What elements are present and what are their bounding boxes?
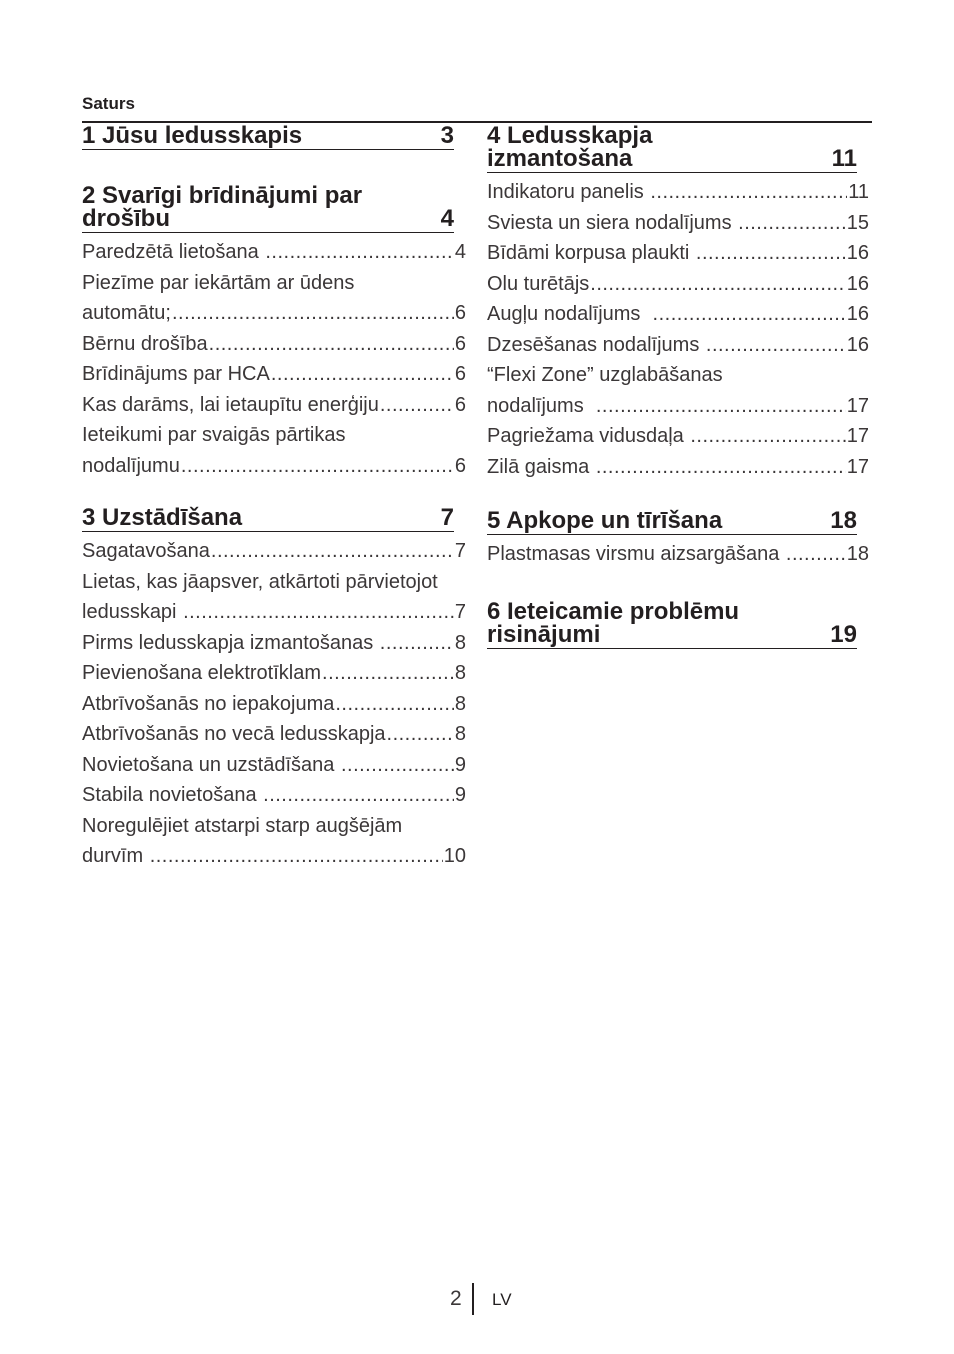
toc-entry-title: Olu turētājs: [487, 272, 590, 295]
toc-entry-title: automātu;: [82, 302, 171, 324]
toc-entry-page: 8: [454, 723, 466, 745]
toc-entry-page: 16: [846, 333, 869, 356]
toc-entry-page: 8: [454, 631, 466, 654]
toc-entry-title: Paredzētā lietošana: [82, 241, 265, 263]
dot-leader: [653, 299, 846, 330]
toc-entry-title: Dzesēšanas nodalījums: [487, 333, 705, 356]
section-heading[interactable]: [487, 509, 857, 535]
toc-entry-page: 9: [454, 784, 466, 806]
dot-leader: [696, 238, 846, 269]
dot-leader: [738, 208, 846, 239]
section-page-number: 3: [440, 122, 454, 149]
section-page-number: 18: [830, 507, 857, 534]
toc-entry[interactable]: [82, 359, 466, 390]
toc-entry[interactable]: [82, 329, 466, 360]
toc-entry-page: 17: [846, 425, 869, 447]
section-heading-title: [82, 124, 429, 147]
toc-entry-title: Novietošana un uzstādīšana: [82, 753, 340, 776]
toc-entry-title: nodalījumu: [82, 454, 180, 477]
section-heading-title: [487, 124, 820, 170]
toc-section: [82, 504, 466, 872]
dot-leader: [650, 177, 847, 208]
toc-entry-first-line[interactable]: Piezīme par iekārtām ar ūdens: [82, 271, 355, 294]
toc-entry[interactable]: [82, 451, 466, 482]
toc-entry-page: 6: [454, 454, 466, 477]
page-number: 2: [450, 1287, 462, 1310]
section-heading-line: 6 Ieteicamie problēmu: [487, 598, 740, 625]
section-heading[interactable]: [487, 124, 857, 173]
toc-entry-page: 8: [454, 662, 466, 684]
dot-leader: [209, 329, 454, 360]
toc-entry-page: 7: [454, 540, 466, 562]
toc-entry-title: ledusskapi: [82, 601, 183, 623]
dot-leader: [706, 330, 846, 361]
toc-entry[interactable]: [82, 658, 466, 689]
toc-entry-list: [82, 237, 466, 481]
toc-entry-title: Plastmasas virsmu aizsargāšana: [487, 543, 785, 565]
section-heading[interactable]: [82, 506, 454, 532]
section-heading-title: [82, 506, 429, 529]
toc-entry[interactable]: [82, 750, 466, 781]
toc-section: [82, 124, 454, 150]
toc-entry-page: 9: [454, 753, 466, 776]
toc-entry-title: Bīdāmi korpusa plaukti: [487, 242, 695, 264]
toc-entry[interactable]: [82, 628, 466, 659]
dot-leader: [183, 597, 454, 628]
toc-entry-page: 6: [454, 393, 466, 416]
dot-leader: [181, 451, 454, 482]
toc-entry-title: Pievienošana elektrotīklam: [82, 662, 322, 684]
toc-entry-list: [487, 177, 869, 482]
toc-entry-page: 17: [846, 394, 869, 417]
dot-leader: [387, 719, 454, 750]
dot-leader: [271, 359, 454, 390]
toc-entry-first-line[interactable]: Lietas, kas jāapsver, atkārtoti pārvietojot: [82, 570, 438, 593]
dot-leader: [596, 391, 846, 422]
dot-leader: [380, 628, 454, 659]
toc-entry-title: Indikatoru panelis: [487, 181, 650, 203]
toc-entry-title: Stabila novietošana: [82, 784, 263, 806]
toc-entry-page: 6: [454, 363, 466, 385]
toc-entry-title: durvīm: [82, 845, 149, 867]
section-heading-line: risinājumi: [487, 621, 601, 648]
section-heading-title: [487, 509, 818, 532]
toc-entry-first-line[interactable]: Ieteikumi par svaigās pārtikas: [82, 424, 346, 446]
dot-leader: [265, 237, 454, 268]
toc-entry-title: Brīdinājums par HCA: [82, 363, 270, 385]
toc-entry[interactable]: [82, 780, 466, 811]
section-heading-line: drošību: [82, 205, 170, 232]
toc-entry[interactable]: [487, 177, 869, 208]
toc-entry-list: [82, 536, 466, 872]
section-heading-line: 2 Svarīgi brīdinājumi par: [82, 182, 363, 209]
toc-entry[interactable]: [82, 689, 466, 720]
toc-entry-title: Atbrīvošanās no vecā ledusskapja: [82, 723, 386, 745]
toc-entry[interactable]: [487, 238, 869, 269]
toc-entry[interactable]: [82, 719, 466, 750]
section-heading[interactable]: [487, 600, 857, 649]
toc-entry-title: Bērnu drošība: [82, 332, 208, 355]
toc-entry-title: Pagriežama vidusdaļa: [487, 425, 690, 447]
dot-leader: [786, 539, 846, 570]
dot-leader: [322, 658, 454, 689]
toc-entry[interactable]: [82, 237, 466, 268]
toc-entry-page: 17: [846, 455, 869, 478]
toc-entry-page: 8: [454, 692, 466, 715]
language-code: LV: [492, 1290, 512, 1309]
toc-entry-first-line[interactable]: “Flexi Zone” uzglabāšanas: [487, 364, 723, 386]
toc-entry-page: 6: [454, 332, 466, 355]
toc-entry[interactable]: [487, 330, 869, 361]
dot-leader: [211, 536, 454, 567]
toc-entry[interactable]: [82, 298, 466, 329]
section-heading[interactable]: [82, 124, 454, 150]
toc-entry[interactable]: [82, 597, 466, 628]
dot-leader: [150, 841, 443, 872]
toc-entry-title: Pirms ledusskapja izmantošanas: [82, 631, 379, 654]
toc-section: [487, 122, 869, 482]
section-page-number: 11: [831, 145, 857, 172]
toc-entry[interactable]: [82, 390, 466, 421]
toc-entry-page: 15: [846, 211, 869, 234]
section-heading-line: 4 Ledusskapja: [487, 122, 653, 149]
toc-entry-title: Atbrīvošanās no iepakojuma: [82, 692, 335, 715]
toc-entry[interactable]: [487, 391, 869, 422]
toc-entry[interactable]: [487, 421, 869, 452]
toc-entry-title: Zilā gaisma: [487, 455, 595, 478]
toc-entry-list: [487, 539, 869, 570]
dot-leader: [263, 780, 454, 811]
toc-section: [487, 600, 857, 649]
dot-leader: [172, 298, 454, 329]
dot-leader: [690, 421, 845, 452]
toc-entry-page: 16: [846, 242, 869, 264]
section-page-number: 4: [440, 205, 454, 232]
section-heading-line: izmantošana: [487, 145, 633, 172]
toc-entry[interactable]: [487, 452, 869, 483]
toc-section: [487, 507, 869, 570]
toc-entry-title: Sagatavošana: [82, 540, 210, 562]
toc-entry[interactable]: [487, 299, 869, 330]
section-heading-title: [487, 600, 818, 646]
dot-leader: [335, 689, 454, 720]
section-heading-line: 5 Apkope un tīrīšana: [487, 507, 723, 534]
toc-entry-first-line[interactable]: Noregulējiet atstarpi starp augšējām: [82, 814, 403, 837]
toc-entry[interactable]: [487, 539, 869, 570]
toc-entry-title: Augļu nodalījums: [487, 303, 652, 325]
toc-entry-page: 16: [846, 303, 869, 325]
section-page-number: 7: [440, 504, 454, 531]
dot-leader: [596, 452, 846, 483]
toc-entry-page: 10: [443, 845, 466, 867]
dot-leader: [341, 750, 454, 781]
dot-leader: [380, 390, 454, 421]
section-heading[interactable]: [82, 184, 454, 233]
toc-entry-title: Kas darāms, lai ietaupītu enerģiju: [82, 393, 379, 416]
toc-entry-page: 4: [454, 241, 466, 263]
toc-entry-title: Sviesta un siera nodalījums: [487, 211, 738, 234]
section-page-number: 19: [830, 621, 857, 648]
section-heading-title: [82, 184, 429, 230]
toc-entry-page: 11: [848, 181, 869, 203]
toc-entry-page: 6: [454, 302, 466, 324]
toc-entry[interactable]: [82, 841, 466, 872]
footer-divider: [472, 1283, 474, 1315]
toc-entry[interactable]: [487, 269, 869, 300]
toc-entry-page: 18: [846, 543, 869, 565]
section-heading-line: 1 Jūsu ledusskapis: [82, 122, 303, 149]
toc-title: Saturs: [82, 94, 135, 113]
toc-entry-title: nodalījums: [487, 394, 595, 417]
dot-leader: [590, 269, 845, 300]
toc-entry[interactable]: [487, 208, 869, 239]
toc-entry[interactable]: [82, 536, 466, 567]
toc-entry-page: 16: [846, 272, 869, 295]
section-heading-line: 3 Uzstādīšana: [82, 504, 243, 531]
toc-section: [82, 182, 466, 481]
toc-entry-page: 7: [454, 601, 466, 623]
